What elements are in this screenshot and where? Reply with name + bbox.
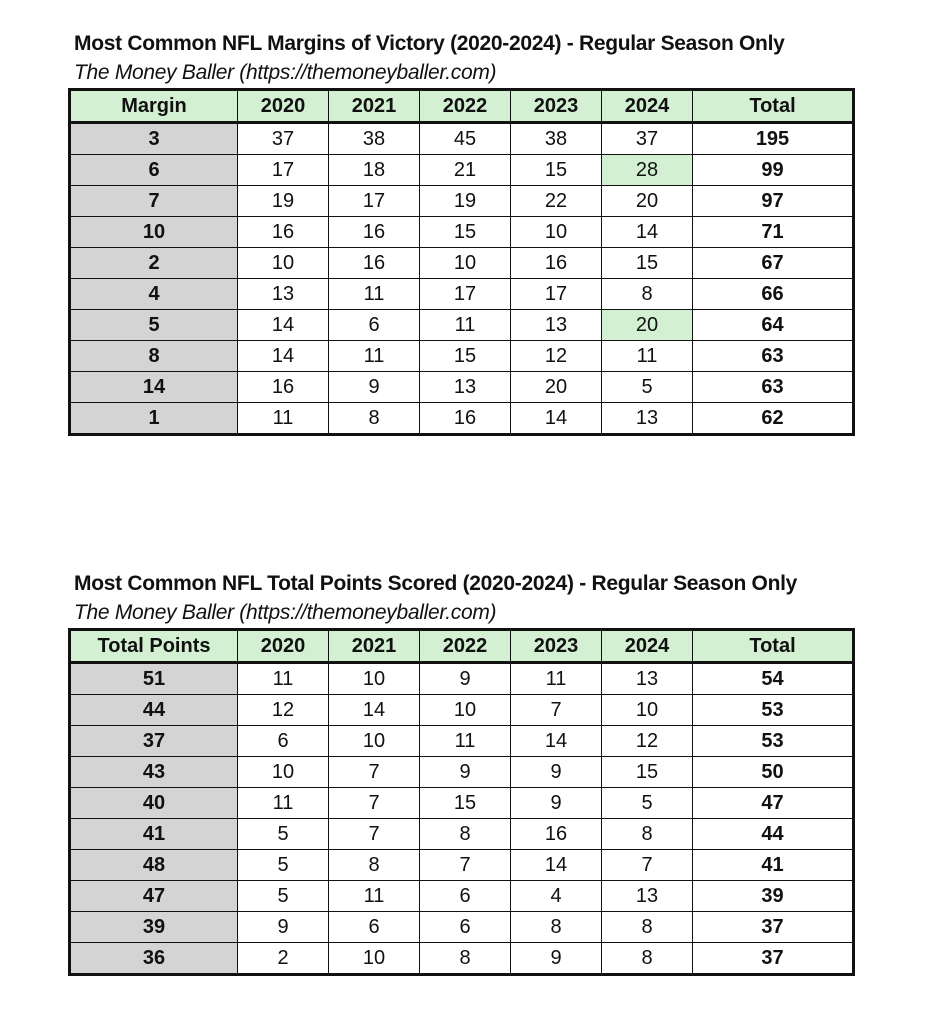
table-cell: 14 [238, 341, 329, 372]
table-row [70, 123, 854, 155]
table-cell: 11 [329, 279, 420, 310]
table-cell: 5 [238, 850, 329, 881]
column-header: 2022 [420, 90, 511, 123]
column-header: Total [693, 90, 854, 123]
column-header: 2021 [329, 90, 420, 123]
row-total-cell: 44 [693, 819, 854, 850]
table-cell: 7 [511, 695, 602, 726]
table-cell: 14 [511, 850, 602, 881]
row-key-cell: 3 [70, 123, 238, 155]
table-row [70, 341, 854, 372]
table-cell: 15 [420, 217, 511, 248]
table-cell: 10 [329, 663, 420, 695]
table-row [70, 695, 854, 726]
table-cell: 12 [238, 695, 329, 726]
table-cell: 14 [511, 403, 602, 435]
row-total-cell: 63 [693, 341, 854, 372]
row-key-cell: 39 [70, 912, 238, 943]
row-key-cell: 37 [70, 726, 238, 757]
table-cell: 10 [420, 695, 511, 726]
table-row [70, 912, 854, 943]
table-cell: 8 [420, 819, 511, 850]
table-cell: 28 [602, 155, 693, 186]
table-cell: 14 [511, 726, 602, 757]
table-row [70, 788, 854, 819]
row-total-cell: 37 [693, 912, 854, 943]
table-row [70, 943, 854, 975]
column-header: 2023 [511, 90, 602, 123]
row-total-cell: 41 [693, 850, 854, 881]
row-total-cell: 62 [693, 403, 854, 435]
table-cell: 15 [420, 341, 511, 372]
total-points-table [68, 628, 855, 976]
column-header: Total [693, 630, 854, 663]
row-key-cell: 2 [70, 248, 238, 279]
table-cell: 17 [511, 279, 602, 310]
table-cell: 16 [238, 372, 329, 403]
table-cell: 16 [329, 217, 420, 248]
table-cell: 38 [329, 123, 420, 155]
table-cell: 20 [602, 186, 693, 217]
table-cell: 38 [511, 123, 602, 155]
table-cell: 6 [329, 912, 420, 943]
table-cell: 9 [511, 788, 602, 819]
table-cell: 16 [511, 819, 602, 850]
row-total-cell: 53 [693, 695, 854, 726]
table-cell: 8 [329, 403, 420, 435]
table-cell: 7 [420, 850, 511, 881]
table-row [70, 155, 854, 186]
table-row [70, 819, 854, 850]
margins-table [68, 88, 855, 436]
row-total-cell: 50 [693, 757, 854, 788]
table-cell: 11 [511, 663, 602, 695]
table-cell: 15 [420, 788, 511, 819]
row-key-cell: 6 [70, 155, 238, 186]
margins-title: Most Common NFL Margins of Victory (2020-2024) - Regular Season Only [74, 32, 785, 55]
table-cell: 17 [238, 155, 329, 186]
margins-section [68, 30, 852, 436]
row-total-cell: 64 [693, 310, 854, 341]
row-key-cell: 44 [70, 695, 238, 726]
row-key-cell: 51 [70, 663, 238, 695]
row-total-cell: 63 [693, 372, 854, 403]
table-cell: 8 [511, 912, 602, 943]
column-header: 2024 [602, 630, 693, 663]
table-cell: 14 [602, 217, 693, 248]
table-cell: 10 [238, 757, 329, 788]
table-cell: 19 [238, 186, 329, 217]
table-cell: 20 [602, 310, 693, 341]
table-cell: 8 [602, 819, 693, 850]
table-cell: 9 [420, 757, 511, 788]
table-cell: 9 [511, 943, 602, 975]
table-row [70, 279, 854, 310]
table-cell: 6 [420, 881, 511, 912]
total-points-section [68, 570, 852, 976]
table-cell: 5 [602, 788, 693, 819]
table-cell: 8 [602, 912, 693, 943]
row-total-cell: 71 [693, 217, 854, 248]
row-key-cell: 43 [70, 757, 238, 788]
table-cell: 10 [511, 217, 602, 248]
table-cell: 5 [238, 819, 329, 850]
table-row [70, 850, 854, 881]
row-key-cell: 40 [70, 788, 238, 819]
table-cell: 9 [238, 912, 329, 943]
row-key-cell: 8 [70, 341, 238, 372]
table-cell: 5 [238, 881, 329, 912]
row-key-cell: 48 [70, 850, 238, 881]
table-cell: 11 [238, 663, 329, 695]
table-cell: 2 [238, 943, 329, 975]
table-cell: 9 [420, 663, 511, 695]
column-header: 2020 [238, 90, 329, 123]
table-cell: 13 [511, 310, 602, 341]
table-cell: 8 [602, 943, 693, 975]
table-row [70, 881, 854, 912]
table-cell: 19 [420, 186, 511, 217]
table-cell: 12 [602, 726, 693, 757]
table-cell: 17 [420, 279, 511, 310]
table-cell: 37 [238, 123, 329, 155]
row-total-cell: 99 [693, 155, 854, 186]
table-cell: 5 [602, 372, 693, 403]
table-cell: 11 [420, 726, 511, 757]
table-cell: 16 [420, 403, 511, 435]
table-header-row [70, 630, 854, 663]
row-total-cell: 47 [693, 788, 854, 819]
table-cell: 9 [329, 372, 420, 403]
table-row [70, 310, 854, 341]
table-cell: 10 [420, 248, 511, 279]
table-cell: 11 [602, 341, 693, 372]
total-points-title: Most Common NFL Total Points Scored (2020-2024) - Regular Season Only [74, 572, 798, 595]
table-cell: 13 [602, 403, 693, 435]
table-header-row [70, 90, 854, 123]
table-cell: 13 [602, 881, 693, 912]
row-total-cell: 54 [693, 663, 854, 695]
column-header: 2021 [329, 630, 420, 663]
row-total-cell: 39 [693, 881, 854, 912]
table-cell: 11 [238, 788, 329, 819]
table-cell: 14 [238, 310, 329, 341]
table-cell: 6 [420, 912, 511, 943]
table-cell: 17 [329, 186, 420, 217]
table-row [70, 726, 854, 757]
table-cell: 11 [420, 310, 511, 341]
table-cell: 9 [511, 757, 602, 788]
table-cell: 7 [329, 757, 420, 788]
table-cell: 10 [329, 943, 420, 975]
table-cell: 20 [511, 372, 602, 403]
row-total-cell: 195 [693, 123, 854, 155]
table-cell: 8 [420, 943, 511, 975]
table-cell: 7 [602, 850, 693, 881]
table-cell: 11 [329, 881, 420, 912]
row-total-cell: 37 [693, 943, 854, 975]
table-row [70, 217, 854, 248]
margins-subtitle: The Money Baller (https://themoneyballer.com) [74, 61, 497, 84]
table-cell: 4 [511, 881, 602, 912]
table-row [70, 248, 854, 279]
table-cell: 16 [511, 248, 602, 279]
total-points-subtitle: The Money Baller (https://themoneyballer.com) [74, 601, 497, 624]
row-key-cell: 1 [70, 403, 238, 435]
column-header: Margin [70, 90, 238, 123]
table-cell: 16 [329, 248, 420, 279]
table-cell: 16 [238, 217, 329, 248]
table-cell: 6 [329, 310, 420, 341]
table-cell: 15 [602, 248, 693, 279]
table-cell: 12 [511, 341, 602, 372]
row-total-cell: 67 [693, 248, 854, 279]
table-cell: 7 [329, 819, 420, 850]
table-cell: 15 [602, 757, 693, 788]
table-cell: 10 [602, 695, 693, 726]
row-key-cell: 4 [70, 279, 238, 310]
table-cell: 22 [511, 186, 602, 217]
table-row [70, 757, 854, 788]
table-cell: 14 [329, 695, 420, 726]
table-cell: 13 [602, 663, 693, 695]
table-row [70, 372, 854, 403]
row-key-cell: 47 [70, 881, 238, 912]
row-key-cell: 41 [70, 819, 238, 850]
table-cell: 18 [329, 155, 420, 186]
row-key-cell: 7 [70, 186, 238, 217]
table-cell: 11 [238, 403, 329, 435]
column-header: 2024 [602, 90, 693, 123]
row-key-cell: 36 [70, 943, 238, 975]
column-header: 2023 [511, 630, 602, 663]
table-cell: 21 [420, 155, 511, 186]
table-cell: 10 [329, 726, 420, 757]
table-cell: 13 [420, 372, 511, 403]
table-cell: 7 [329, 788, 420, 819]
table-cell: 8 [329, 850, 420, 881]
table-cell: 13 [238, 279, 329, 310]
table-cell: 6 [238, 726, 329, 757]
table-cell: 15 [511, 155, 602, 186]
column-header: 2022 [420, 630, 511, 663]
row-key-cell: 5 [70, 310, 238, 341]
table-row [70, 663, 854, 695]
table-cell: 45 [420, 123, 511, 155]
row-key-cell: 10 [70, 217, 238, 248]
row-key-cell: 14 [70, 372, 238, 403]
table-cell: 8 [602, 279, 693, 310]
row-total-cell: 66 [693, 279, 854, 310]
table-cell: 10 [238, 248, 329, 279]
table-cell: 37 [602, 123, 693, 155]
row-total-cell: 53 [693, 726, 854, 757]
table-cell: 11 [329, 341, 420, 372]
row-total-cell: 97 [693, 186, 854, 217]
column-header: 2020 [238, 630, 329, 663]
table-row [70, 186, 854, 217]
column-header: Total Points [70, 630, 238, 663]
table-row [70, 403, 854, 435]
